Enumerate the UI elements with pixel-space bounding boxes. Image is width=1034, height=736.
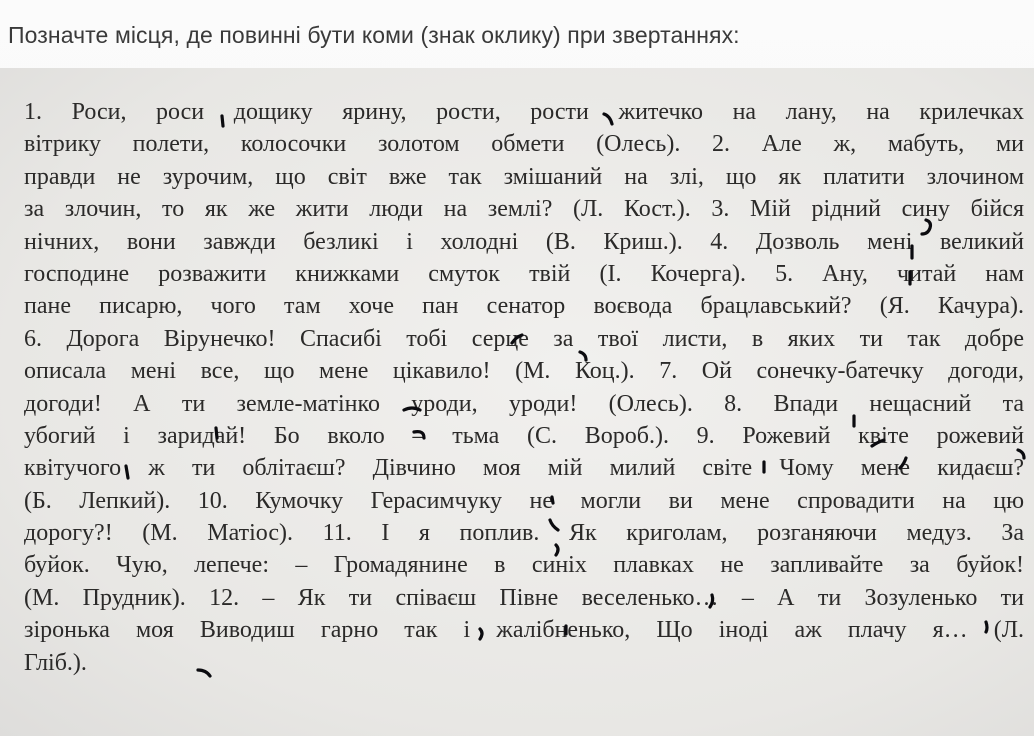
text-line: (Б. Лепкий). 10. Кумочку Герасимчуку не могли ви мене спровадити на цю [24,487,1024,514]
instruction-text: Позначте місця, де повинні бути коми (знак оклику) при звертаннях: [8,22,740,48]
text-line: за злочин, то як же жити люди на землі? (Л. Кост.). 3. Мій рідний сину бійся [24,196,1024,223]
text-line: вітрику полети, колосочки золотом обмети (Олесь). 2. Але ж, мабуть, ми [24,131,1024,158]
text-line: (М. Прудник). 12. – Як ти співаєш Півне веселенько… – А ти Зозуленько ти [24,584,1024,611]
exercise-photo [0,68,1034,736]
text-line: буйок. Чую, лепече: – Громадянине в синіх плавках не запливайте за буйок! [24,552,1024,579]
text-line: дорогу?! (М. Матіос). 11. І я поплив. Як криголам, розганяючи медуз. За [24,520,1024,547]
text-line: убогий і заридай! Бо вколо – тьма (С. Вороб.). 9. Рожевий квіте рожевий [24,422,1024,449]
text-line: господине розважити книжками смуток твій (І. Кочерга). 5. Ану, читай нам [24,260,1024,287]
text-line: 1. Роси, роси дощику ярину, рости, рости житечко на лану, на крилечках [24,99,1024,125]
text-line: догоди! А ти земле-матінко уроди, уроди! (Олесь). 8. Впади нещасний та [24,390,1024,417]
text-line: правди не зурочим, що світ вже так змішаний на злі, що як платити злочином [24,163,1024,190]
text-line: 6. Дорога Вірунечко! Спасибі тобі серце за твої листи, в яких ти так добре [24,325,1024,352]
text-line: нічних, вони завжди безликі і холодні (В. Криш.). 4. Дозволь мені великий [24,228,1024,255]
text-line: Гліб.). [24,649,87,676]
text-line: описала мені все, що мене цікавило! (М. Коц.). 7. Ой сонечку-батечку догоди, [24,358,1024,385]
text-line: квітучого ж ти облітаєш? Дівчино моя мій милий світе Чому мене кидаєш? [24,455,1024,482]
text-line: зіронька моя Виводиш гарно так і жалібненько, Що іноді аж плачу я… (Л. [24,617,1024,644]
exercise-text [24,96,1024,679]
text-line: пане писарю, чого там хоче пан сенатор воєвода брацлавський? (Я. Качура). [24,293,1024,320]
